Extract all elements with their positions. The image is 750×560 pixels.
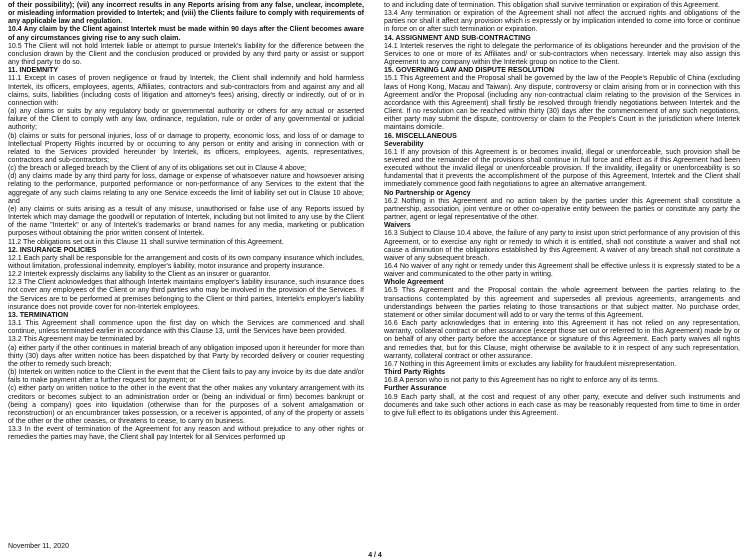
section-heading: 11. INDEMNITY (8, 67, 59, 75)
paragraph: (a) either party if the other continues in material breach of any obligation imposed upon it hereunder for more than thirty (30) days after written notice has been dispatched by that Party by recorded delivery or courier requesting the other to remedy such breach; (8, 344, 364, 368)
bold-paragraph: 10.4 Any claim by the Client against Intertek must be made within 90 days after the Client becomes aware of any circumstances giving rise to any such claim. (8, 26, 364, 42)
section-heading: 14. ASSIGNMENT AND SUB-CONTRACTING (384, 34, 531, 42)
paragraph: (b) claims or suits for personal injuries, loss of or damage to property, economic loss, and loss of or damage to Intellectual Property Rights incurred by or occurring to any person or entity and arising in connection with or related to the Services provided hereunder by Intertek, its officers, employees, agents, representatives, contractors and sub-contractors; (8, 132, 364, 164)
section-heading: 15. GOVERNING LAW AND DISPUTE RESOLUTION (384, 67, 555, 75)
paragraph: 16.4 No waiver of any right or remedy under this Agreement shall be effective unless it is expressly stated to be a waiver and communicated to the other party in writing. (384, 263, 740, 279)
section-heading: 13. TERMINATION (8, 311, 69, 319)
paragraph: 16.5 This Agreement and the Proposal contain the whole agreement between the parties relating to the transactions contemplated by this agreement and supersedes all previous agreements, arrangements and understandings between the parties relating to those transactions or that subject matter. No purchase order, statement or other similar document will add to or vary the terms of this Agreement. (384, 287, 740, 319)
paragraph: 16.8 A person who is not party to this Agreement has no right to enforce any of its terms. (384, 377, 659, 385)
paragraph: 12.3 The Client acknowledges that although Intertek maintains employer's liability insurance, such insurance does not cover any employees of the Client or any third parties who may be involved in the provision of the Services. If the Services are to be performed at premises belonging to the Client or third parties, Intertek's employer's liability insurance does not provide cover for non-Intertek employees. (8, 279, 364, 311)
left-column (8, 2, 364, 442)
paragraph: 11.2 The obligations set out in this Clause 11 shall survive termination of this Agreement. (8, 238, 284, 246)
paragraph: 16.3 Subject to Clause 10.4 above, the failure of any party to insist upon strict performance of any provision of this Agreement, or to exercise any right or remedy to which it is entitled, shall not constitute a waiver and shall not cause a diminution of the obligations established by this Agreement. A waiver of any breach shall not constitute a waiver of any subsequent breach. (384, 230, 740, 262)
paragraph: 13.4 Any termination or expiration of the Agreement shall not affect the accrued rights and obligations of the parties nor shall it affect any provision which is expressly or by implication intended to come into force or continue in force on or after such termination or expiration. (384, 10, 740, 34)
paragraph: to and including date of termination. This obligation shall survive termination or expiration of this Agreement. (384, 2, 720, 9)
footer-date: November 11, 2020 (8, 543, 69, 550)
section-heading: Waivers (384, 222, 411, 230)
section-heading: Whole Agreement (384, 279, 444, 287)
paragraph: 16.7 Nothing in this Agreement limits or excludes any liability for fraudulent misrepresentation. (384, 360, 677, 368)
section-heading: Third Party Rights (384, 369, 446, 377)
paragraph: 12.2 Intertek expressly disclaims any liability to the Client as an insurer or guarantor. (8, 271, 271, 279)
paragraph: 14.1 Intertek reserves the right to delegate the performance of its obligations hereunder and the provision of the Services to one or more of its Affiliates and/ or sub-contractors when necessary. Intertek may also assign this Agreement to any company within the Intertek group on notice to the Client. (384, 42, 740, 67)
paragraph: (b) Intertek on written notice to the Client in the event that the Client fails to pay any invoice by its due date and/or fails to make payment after a further request for payment; or (8, 369, 364, 385)
section-heading: Severability (384, 140, 424, 148)
paragraph: 10.5 The Client will not hold Intertek liable or attempt to pursue Intertek's liability for the difference between the conclusion drawn by the Client and the conclusion produced or provided by any third party or assist or support any third party to do so. (8, 42, 364, 67)
paragraph: (a) any claims or suits by any regulatory body or governmental authority or others for any actual or asserted failure of the Client to comply with any law, ordinance, regulation, rule or order of any governmental or judicial authority; (8, 108, 364, 132)
paragraph: (c) the breach or alleged breach by the Client of any of its obligations set out in Clause 4 above; (8, 165, 307, 173)
section-heading: 16. MISCELLANEOUS (384, 132, 457, 140)
paragraph: 16.9 Each party shall, at the cost and request of any other party, execute and deliver such instruments and documents and take such other actions in each case as may be reasonably requested from time to time in order to give full effect to its obligations under this Agreement. (384, 393, 740, 417)
paragraph: 12.1 Each party shall be responsible for the arrangement and costs of its own company insurance which includes, without limitation, professional indemnity, employer's liability, motor insurance and property insurance. (8, 254, 364, 270)
paragraph: 13.1 This Agreement shall commence upon the first day on which the Services are commenced and shall continue, unless terminated earlier in accordance with this Clause 13, until the Services have been provided. (8, 320, 364, 336)
paragraph: 11.1 Except in cases of proven negligence or fraud by Intertek, the Client shall indemnify and hold harmless Intertek, its officers, employees, agents, Affiliates, contractors and sub-contractors from and against any and all claims, suits, liabilities (including costs of litigation and attorney's fees) arising, directly or indirectly, out of or in connection with: (8, 75, 364, 107)
section-heading: 12. INSURANCE POLICIES (8, 246, 97, 254)
section-heading: No Partnership or Agency (384, 189, 471, 197)
paragraph: 16.2 Nothing in this Agreement and no action taken by the parties under this Agreement shall constitute a partnership, association, joint venture or other co-operative entity between the parties or constitute any party the partner, agent or legal representative of the other. (384, 197, 740, 222)
page-number: 4 / 4 (368, 552, 382, 559)
paragraph: (d) any claims made by any third party for loss, damage or expense of whatsoever nature and howsoever arising relating to the performance, purported performance or non-performance of any Services to the extent that the aggregate of any such claims relating to any one Service exceeds the limit of liability set out in Clause 10 above; and (8, 173, 364, 205)
paragraph: 15.1 This Agreement and the Proposal shall be governed by the law of the People's Republic of China (excluding laws of Hong Kong, Macau and Taiwan). Any dispute, controversy or claim arising from or in connection with this Agreement and/or the Proposal (including any non-contractual claim relating to the provision of the Services in accordance with this Agreement) shall firstly be resolved through friendly negotiations between Intertek and the Client. If no resolution can be reached within thirty (30) days after the commencement of any such negotiations, either party may submit the dispute, controversy or claim to the People's Court in the jurisdiction where Intertek maintains domicile. (384, 75, 740, 132)
paragraph: 13.2 This Agreement may be terminated by: (8, 336, 145, 344)
paragraph: (c) either party on written notice to the other in the event that the other makes any voluntary arrangement with its creditors or becomes subject to an administration order or (being an individual or firm) becomes bankrupt or (being a company) goes into liquidation (otherwise than for the purposes of a solvent amalgamation or reconstruction) or an encumbrancer takes possession, or a receiver is appointed, of any of the property or assets of the other or the other ceases, or threatens to cease, to carry on business. (8, 385, 364, 425)
paragraph: (e) any claims or suits arising as a result of any misuse, unauthorised or false use of any Reports issued by Intertek which may damage the goodwill or reputation of Intertek, including but not limited to any use by the Client of the name "Intertek" or any of Intertek's trademarks or brand names for any media, marketing or publication purposes without obtaining the prior written consent of Intertek. (8, 205, 364, 238)
paragraph: 16.1 If any provision of this Agreement is or becomes invalid, illegal or unenforceable, such provision shall be severed and the remainder of the provisions shall continue in full force and effect as if this Agreement had been executed without the invalid illegal or unenforceable provision. If the invalidity, illegality or unenforceability is so fundamental that it prevents the accomplishment of the purpose of this Agreement, Intertek and the Client shall immediately commence good faith negotiations to agree an alternative arrangement. (384, 148, 740, 189)
right-column (384, 2, 740, 418)
bold-paragraph: of their possibility); (vii) any incorrect results in any Reports arising from any false, unclear, incomplete, or misleading information provided to Intertek; and (viii) the Clients failure to comply with requirements of any applicable law and regulation. (8, 2, 364, 26)
paragraph: 16.6 Each party acknowledges that in entering into this Agreement it has not relied on any representation, warranty, collateral contract or other assurance (except those set out or referred to in this Agreement) made by or on behalf of any other party before the acceptance or signature of this Agreement. Each party waives all rights and remedies that, but for this Clause, might otherwise be available to it in respect of any such representation, warranty, collateral contract or other assurance. (384, 320, 740, 360)
paragraph: 13.3 In the event of termination of the Agreement for any reason and without prejudice to any other rights or remedies the parties may have, the Client shall pay Intertek for all Services performed up (8, 426, 364, 442)
section-heading: Further Assurance (384, 385, 447, 393)
